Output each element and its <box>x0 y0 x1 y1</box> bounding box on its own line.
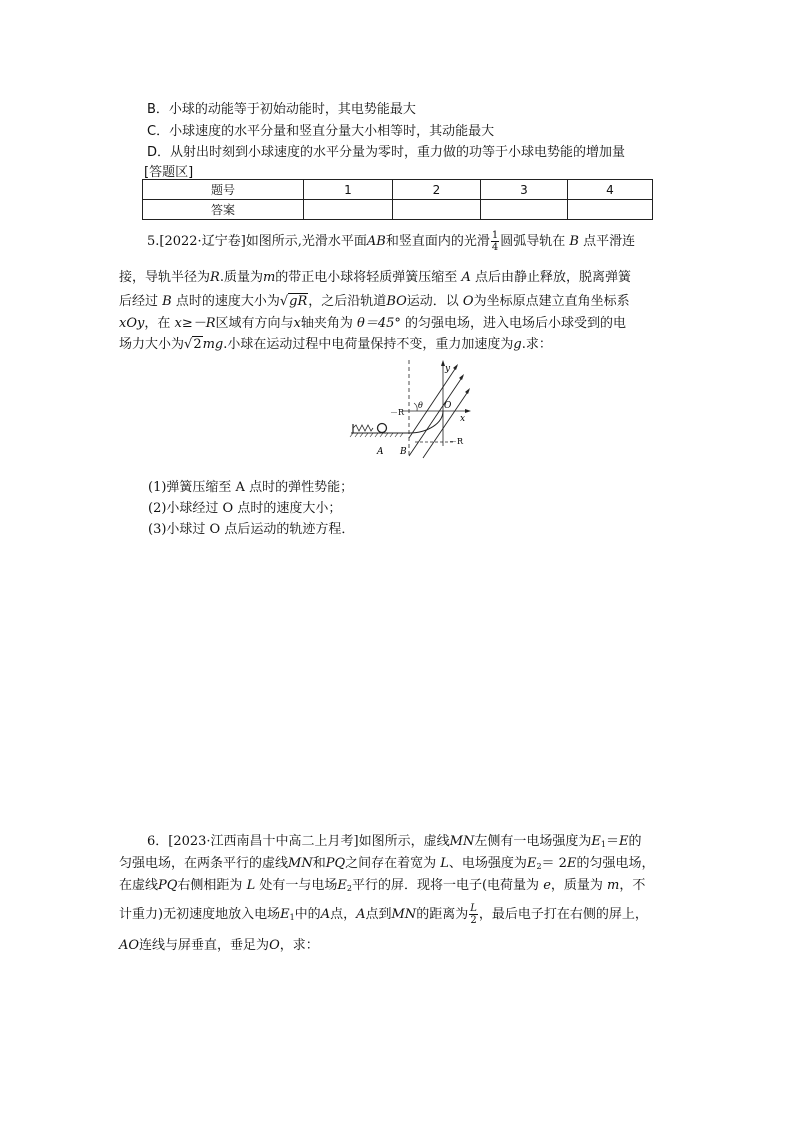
field-arrow-2 <box>459 374 464 380</box>
option-b: B．小球的动能等于初始动能时，其电势能最大 <box>147 102 416 117</box>
label-x: x <box>460 414 466 424</box>
q5-sub-3: (3)小球过 O 点后运动的轨迹方程． <box>148 522 355 537</box>
theta-arc <box>414 403 417 411</box>
q5-line-2: 接，导轨半径为R.质量为m的带正电小球将轻质弹簧压缩至 A 点后由静止释放，脱离弹簧 <box>119 270 631 285</box>
q6-line-2: 匀强电场，在两条平行的虚线MN和PQ之间存在着宽为 L、电场强度为$E_2= 2E$的匀强电场， <box>119 856 655 871</box>
table-cell: 答案 <box>143 200 304 220</box>
answer-table <box>142 179 653 220</box>
label-y: y <box>445 364 451 374</box>
table-cell: 题号 <box>143 180 304 200</box>
field-arrow-3 <box>465 388 470 394</box>
fraction-quarter: $\frac{1}{4}$ <box>491 230 499 253</box>
table-cell: 2 <box>393 180 481 200</box>
q5-sub-1: (1)弹簧压缩至 A 点时的弹性势能； <box>148 480 354 495</box>
field-arrow-1 <box>453 364 458 370</box>
label-a: A <box>377 447 384 457</box>
answer-cell-1[interactable] <box>304 200 393 220</box>
q6-line-4: 计重力)无初速度地放入电场$E_1$中的A点，A点到MN的距离为 $\frac{L}{2}$ ，最后电子打在右侧的屏上， <box>119 903 648 926</box>
table-row <box>143 200 653 220</box>
ground-hatching <box>350 433 403 437</box>
label-b: B <box>400 447 407 457</box>
table-cell: 1 <box>304 180 393 200</box>
q6-line-3: 在虚线PQ右侧相距为 L 处有一与电场$E_2$平行的屏．现将一电子(电荷量为 e，质量为 m，不 <box>119 878 646 893</box>
q6-line-1: 6．[2023·江西南昌十中高二上月考]如图所示，虚线MN左侧有一电场强度为$E_1=E$的 <box>147 834 642 849</box>
label-neg-r-bottom: －R <box>449 437 464 446</box>
fraction-l-over-2: $\frac{L}{2}$ <box>470 903 477 926</box>
label-theta: θ <box>418 401 423 410</box>
answer-area-label: [答题区] <box>144 165 194 180</box>
answer-cell-2[interactable] <box>393 200 481 220</box>
label-neg-r-left: －R <box>390 408 405 417</box>
q5-line-4: xOy，在 x≥－R区域有方向与x轴夹角为 θ＝45° 的匀强电场，进入电场后小球受到的电 <box>119 316 627 331</box>
q5-sub-2: (2)小球经过 O 点时的速度大小； <box>148 501 342 516</box>
answer-cell-3[interactable] <box>481 200 568 220</box>
table-cell: 3 <box>481 180 568 200</box>
option-d: D．从射出时刻到小球速度的水平分量为零时，重力做的功等于小球电势能的增加量 <box>147 145 626 160</box>
spring <box>353 425 373 431</box>
label-o: O <box>444 401 452 411</box>
q6-line-5: AO连线与屏垂直，垂足为O，求： <box>119 938 319 953</box>
q5-line-1: 5.[2022·辽宁卷]如图所示,光滑水平面AB和竖直面内的光滑 $\frac{1}{4}$ 圆弧导轨在 B 点平滑连 <box>147 230 636 253</box>
table-row <box>143 180 653 200</box>
table-cell: 4 <box>568 180 653 200</box>
ball <box>378 424 387 433</box>
q5-line-3: 后经过 B 点时的速度大小为√gR，之后沿轨道BO运动．以 O为坐标原点建立直角坐标系 <box>119 294 630 309</box>
q5-line-5: 场力大小为√2mg.小球在运动过程中电荷量保持不变，重力加速度为g.求： <box>119 337 552 352</box>
option-c: C．小球速度的水平分量和竖直分量大小相等时，其动能最大 <box>147 124 495 139</box>
x-axis-arrow <box>465 409 471 413</box>
physics-diagram <box>345 358 475 460</box>
answer-cell-4[interactable] <box>568 200 653 220</box>
